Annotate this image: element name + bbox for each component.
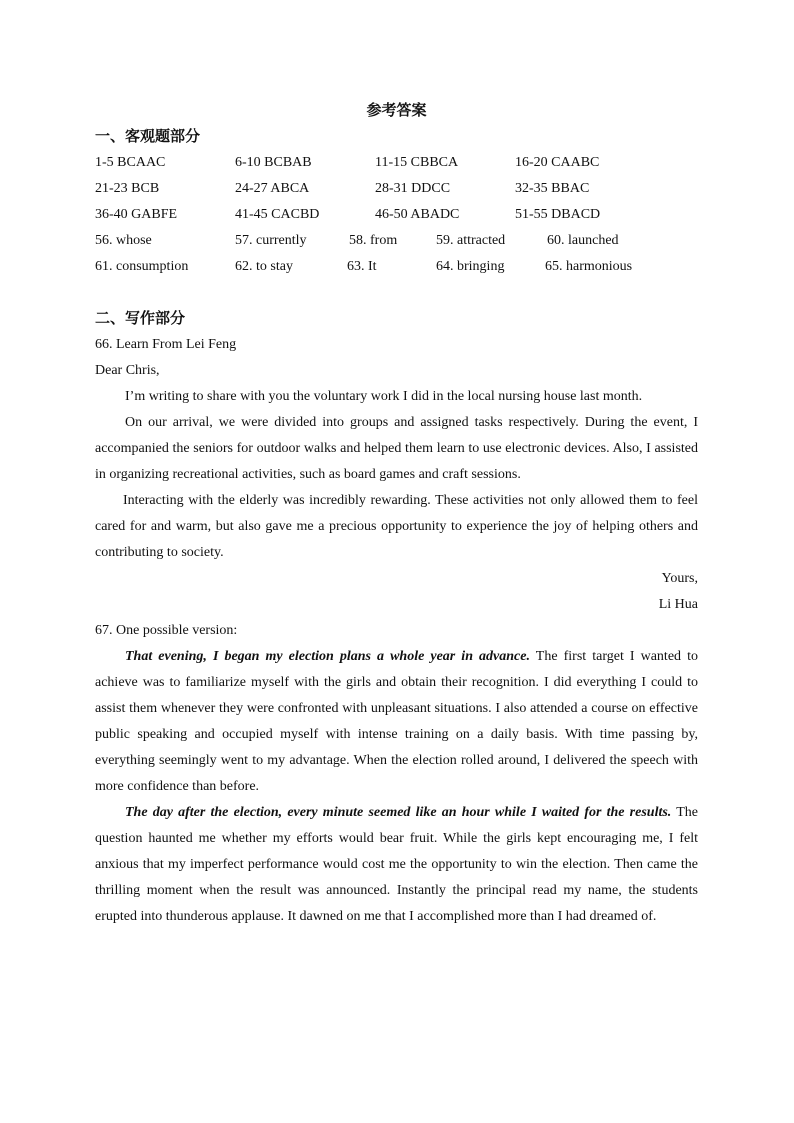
q67-title: 67. One possible version:: [95, 623, 238, 638]
answer-row-1: [95, 150, 698, 176]
letter-paragraph: Interacting with the elderly was incredibly rewarding. These activities not only allowed them to feel cared for and warm, but also gave me a precious opportunity to experience the joy of helping others and contributing to society.: [95, 493, 698, 560]
answer-item: 60. launched: [547, 233, 619, 248]
story-lead-sentence: That evening, I began my election plans a whole year in advance.: [125, 649, 530, 664]
letter-paragraph: On our arrival, we were divided into groups and assigned tasks respectively. During the event, I accompanied the seniors for outdoor walks and helped them learn to use electronic devices. Also, I assisted in organizing recreational activities, such as board games and craft sessions.: [95, 415, 698, 482]
answer-item: 62. to stay: [235, 259, 293, 274]
answer-item: 64. bringing: [436, 259, 505, 274]
answer-item: 63. It: [347, 259, 377, 274]
answer-item: 51-55 DBACD: [515, 207, 601, 222]
answer-item: 57. currently: [235, 233, 307, 248]
page-title: 参考答案: [366, 103, 427, 119]
answer-item: 24-27 ABCA: [235, 181, 310, 196]
letter-greeting: Dear Chris,: [95, 363, 160, 378]
story-lead-sentence: The day after the election, every minute seemed like an hour while I waited for the results.: [125, 805, 672, 820]
story-paragraph: [95, 800, 698, 930]
section-spacer: [95, 280, 698, 306]
answer-row-5: [95, 254, 698, 280]
answer-row-3: [95, 202, 698, 228]
letter-signature: Li Hua: [658, 597, 698, 612]
story-body-text: The first target I wanted to achieve was to familiarize myself with the girls and obtain their recognition. I did everything I could to assist them whenever they were confronted with unpleasant situations. I also attended a course on effective public speaking and occupied myself with intense training on a daily basis. With time passing by, everything seemingly went to my advantage. When the election rolled around, I delivered the speech with more confidence than before.: [95, 649, 698, 794]
answer-item: 61. consumption: [95, 259, 189, 274]
answer-item: 41-45 CACBD: [235, 207, 320, 222]
answer-item: 6-10 BCBAB: [235, 155, 312, 170]
letter-closing: Yours,: [661, 571, 698, 586]
answer-item: 56. whose: [95, 233, 152, 248]
answer-document: [95, 98, 698, 930]
answer-item: 65. harmonious: [545, 259, 633, 274]
answer-item: 58. from: [349, 233, 398, 248]
answer-row-4: [95, 228, 698, 254]
answer-item: 36-40 GABFE: [95, 207, 178, 222]
writing-section-heading: 二、写作部分: [95, 311, 186, 327]
answer-item: 28-31 DDCC: [375, 181, 451, 196]
answer-item: 16-20 CAABC: [515, 155, 600, 170]
answer-item: 21-23 BCB: [95, 181, 160, 196]
q66-title: 66. Learn From Lei Feng: [95, 337, 237, 352]
answer-item: 1-5 BCAAC: [95, 155, 166, 170]
answer-item: 32-35 BBAC: [515, 181, 590, 196]
answer-item: 59. attracted: [436, 233, 506, 248]
letter-paragraph: I’m writing to share with you the voluntary work I did in the local nursing house last month.: [125, 389, 643, 404]
answer-item: 46-50 ABADC: [375, 207, 460, 222]
objective-section-heading: 一、客观题部分: [95, 129, 201, 145]
story-paragraph: [95, 644, 698, 800]
story-body-text: The question haunted me whether my efforts would bear fruit. While the girls kept encouraging me, I felt anxious that my imperfect performance would cost me the opportunity to win the election. Then came the thrilling moment when the result was announced. Instantly the principal read my name, the students erupted into thunderous applause. It dawned on me that I accomplished more than I had dreamed of.: [95, 805, 698, 924]
answer-item: 11-15 CBBCA: [375, 155, 459, 170]
answer-row-2: [95, 176, 698, 202]
